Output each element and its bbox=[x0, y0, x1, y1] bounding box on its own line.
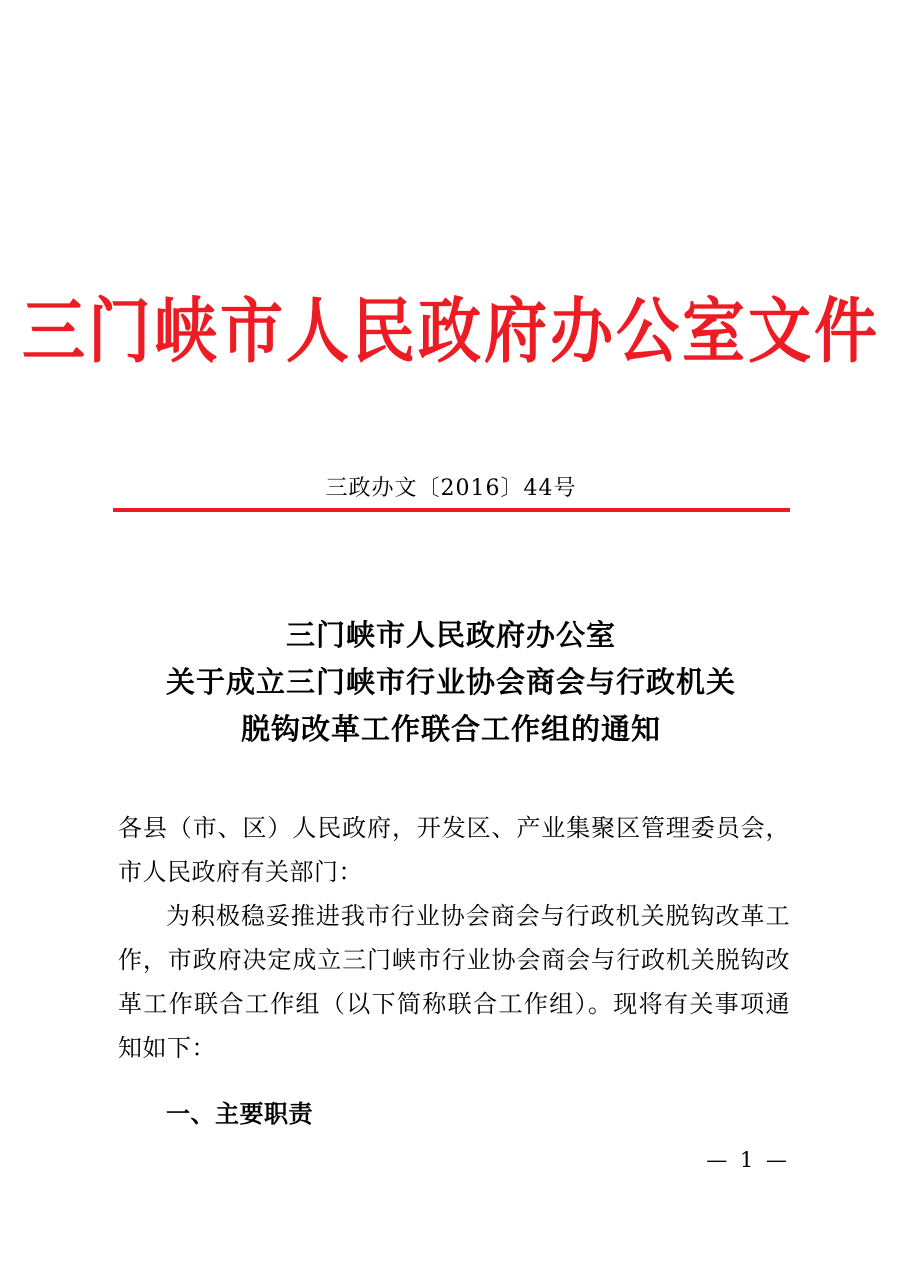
document-title-line-2: 关于成立三门峡市行业协会商会与行政机关 bbox=[165, 665, 736, 699]
body-addressee: 各县（市、区）人民政府，开发区、产业集聚区管理委员会，市人民政府有关部门： bbox=[118, 814, 790, 886]
document-title-line-3: 脱钩改革工作联合工作组的通知 bbox=[240, 712, 661, 746]
document-title-line-1: 三门峡市人民政府办公室 bbox=[285, 618, 616, 652]
masthead bbox=[0, 289, 902, 373]
document-number: 三政办文〔2016〕44号 bbox=[325, 476, 577, 501]
body-paragraph-1: 为积极稳妥推进我市行业协会商会与行政机关脱钩改革工作，市政府决定成立三门峡市行业协会商会与行政机关脱钩改革工作联合工作组（以下简称联合工作组）。现将有关事项通知如下： bbox=[118, 902, 790, 1062]
red-separator-rule bbox=[113, 508, 790, 512]
document-number-row bbox=[0, 478, 902, 500]
body-spacer bbox=[118, 1070, 790, 1092]
section-heading-1: 一、主要职责 bbox=[166, 1100, 313, 1128]
masthead-title: 三门峡市人民政府办公室文件 bbox=[22, 289, 880, 373]
page-number-footer: — 1 — bbox=[706, 1148, 790, 1172]
document-body bbox=[118, 806, 790, 1136]
document-title-block bbox=[0, 612, 902, 753]
